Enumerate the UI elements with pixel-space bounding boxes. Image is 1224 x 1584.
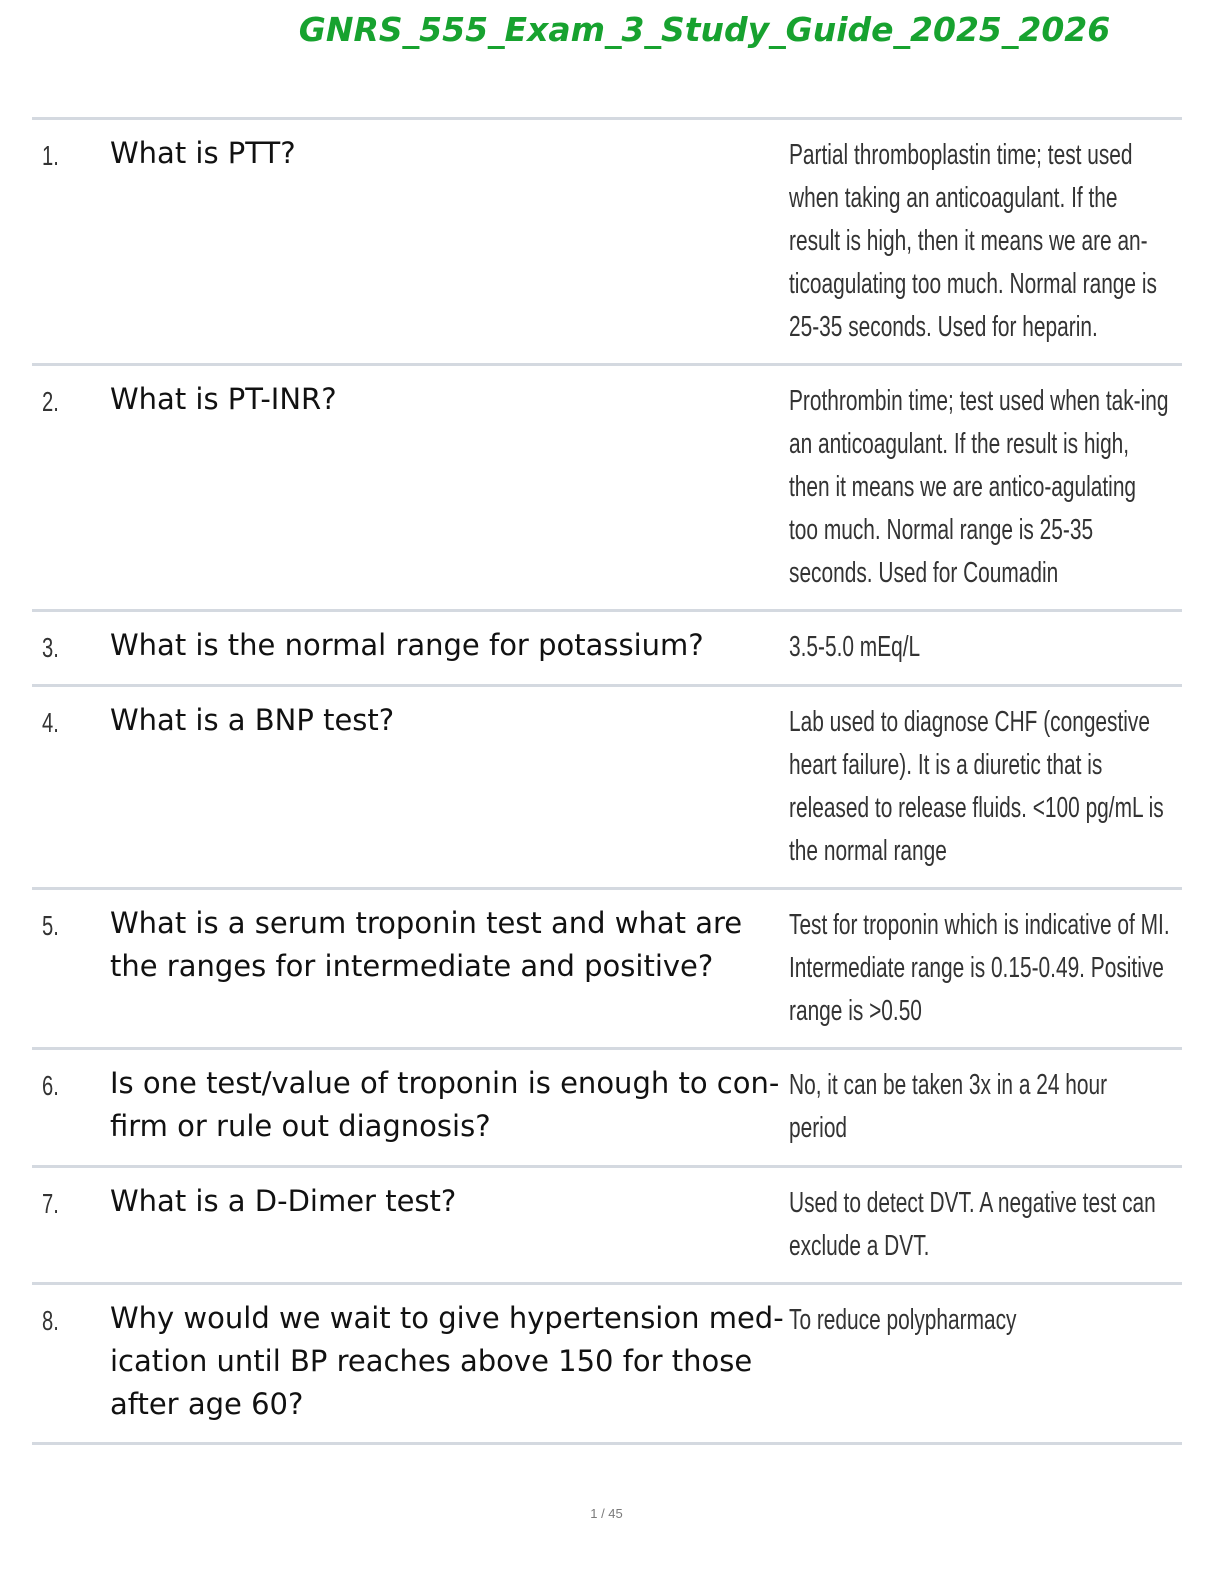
card-answer: Prothrombin time; test used when tak-ing an anticoagulant. If the result is high, then it means we are antico-agulating too much. Normal range is 25-35 seconds. Used for Coumadin [789, 385, 1169, 589]
flashcard-list [32, 117, 1182, 1445]
card-answer: Partial thromboplastin time; test used when taking an anticoagulant. If the result is high, then it means we are an-ticoagulating too much. Normal range is 25-35 seconds. Used for heparin. [789, 139, 1157, 343]
flashcard-5 [32, 890, 1182, 1050]
card-question: What is a BNP test? [110, 703, 395, 737]
card-question: What is the normal range for potassium? [110, 628, 704, 662]
page-indicator: 1 / 45 [590, 1506, 623, 1521]
flashcard-6 [32, 1050, 1182, 1168]
card-question: What is PT-INR? [110, 382, 337, 416]
card-number: 5. [42, 910, 59, 941]
flashcard-2 [32, 366, 1182, 612]
card-answer: To reduce polypharmacy [789, 1304, 1017, 1336]
card-answer: No, it can be taken 3x in a 24 hour period [789, 1069, 1108, 1144]
card-question: Is one test/value of troponin is enough to con-firm or rule out diagnosis? [110, 1066, 780, 1143]
card-question: Why would we wait to give hypertension med-ication until BP reaches above 150 for those after age 60? [110, 1301, 784, 1421]
card-number: 6. [42, 1070, 59, 1101]
card-answer: 3.5-5.0 mEq/L [789, 631, 921, 663]
flashcard-3 [32, 612, 1182, 687]
card-answer: Test for troponin which is indicative of MI. Intermediate range is 0.15-0.49. Positive range is >0.50 [789, 909, 1170, 1027]
flashcard-1 [32, 120, 1182, 366]
card-number: 8. [42, 1305, 59, 1336]
card-number: 1. [42, 140, 59, 171]
flashcard-4 [32, 687, 1182, 890]
card-number: 7. [42, 1188, 59, 1219]
card-question: What is a D-Dimer test? [110, 1184, 457, 1218]
card-number: 3. [42, 632, 59, 663]
card-number: 2. [42, 386, 59, 417]
card-answer: Used to detect DVT. A negative test can exclude a DVT. [789, 1187, 1156, 1262]
card-number: 4. [42, 707, 59, 738]
document-title: GNRS_555_Exam_3_Study_Guide_2025_2026 [298, 10, 1111, 49]
flashcard-7 [32, 1168, 1182, 1285]
card-question: What is PTT? [110, 136, 296, 170]
flashcard-8 [32, 1285, 1182, 1445]
card-question: What is a serum troponin test and what are the ranges for intermediate and positive? [110, 906, 743, 983]
card-answer: Lab used to diagnose CHF (congestive heart failure). It is a diuretic that is released to release fluids. <100 pg/mL is the normal range [789, 706, 1164, 867]
